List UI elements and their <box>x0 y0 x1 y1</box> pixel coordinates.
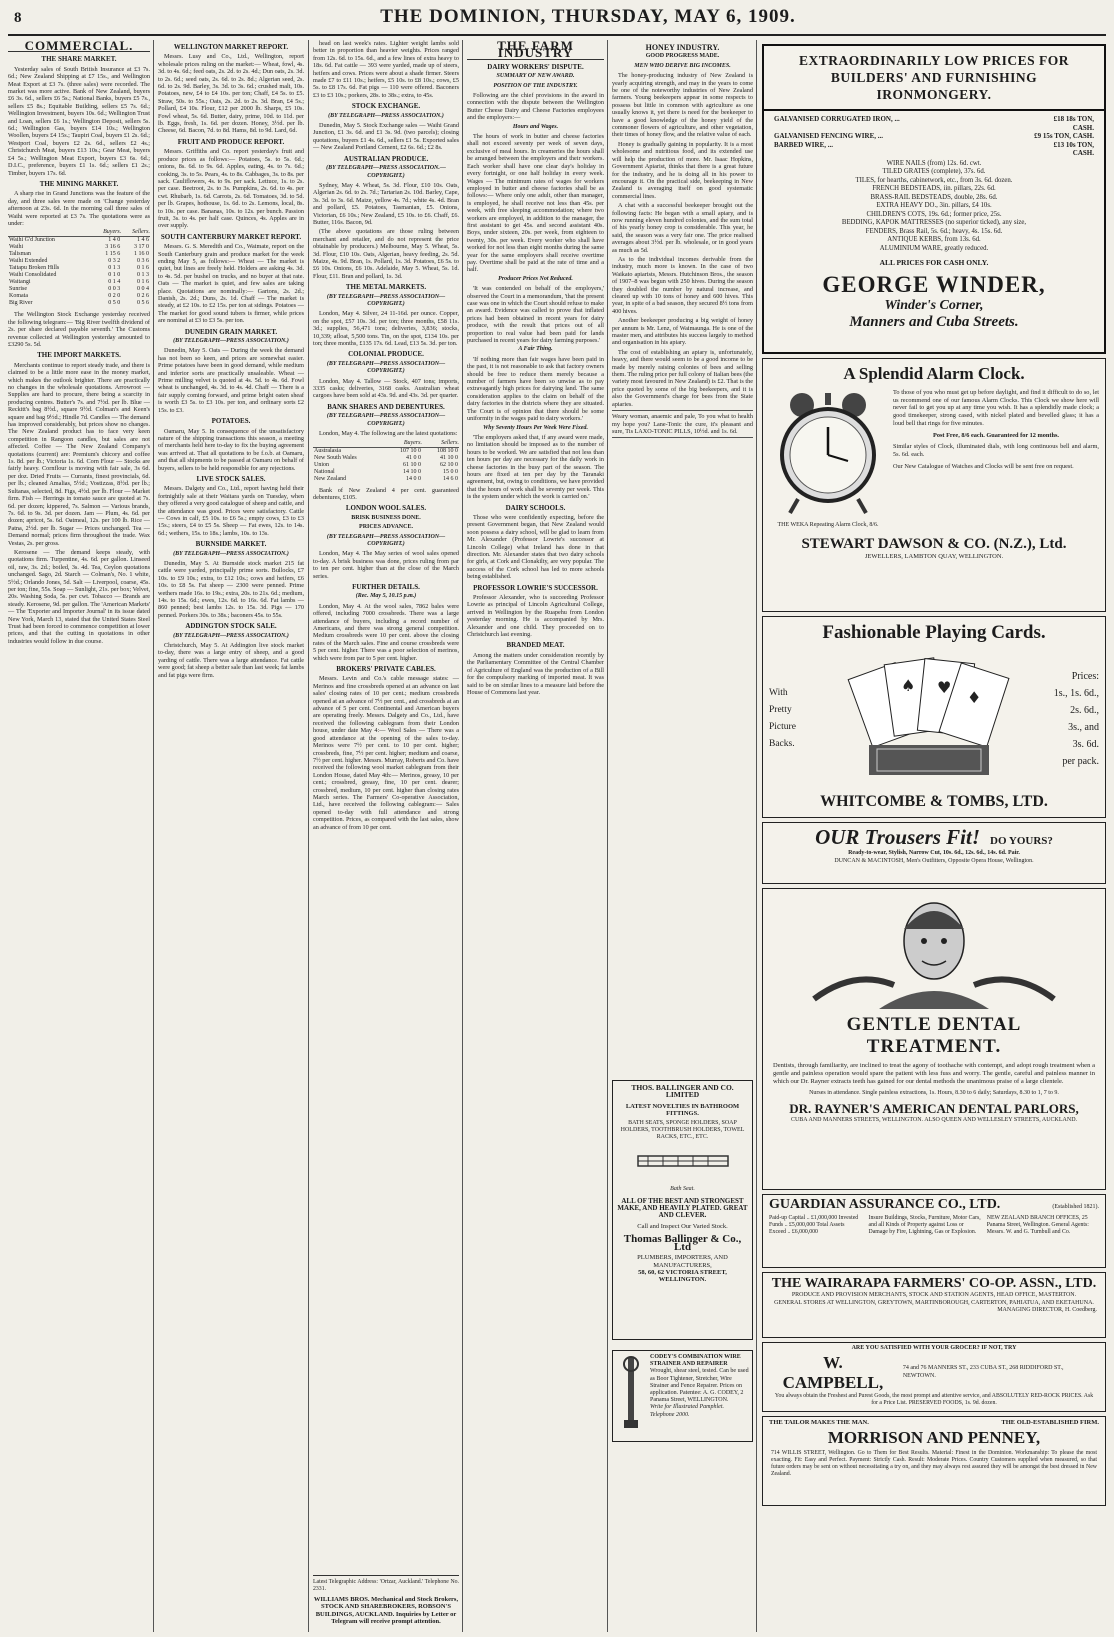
column-rule <box>462 40 463 1632</box>
table-cell: 0 5 0 <box>108 300 121 307</box>
wairarapa-ad <box>762 1272 1106 1338</box>
import-markets-heading: THE IMPORT MARKETS. <box>37 351 121 360</box>
ballinger-trade: PLUMBERS, IMPORTERS, AND MANUFACTURERS, <box>637 1254 728 1269</box>
cody-title: CODEY'S COMBINATION WIRE STRAINER AND REPAIRER <box>650 1354 741 1368</box>
table-cell: 0 5 6 <box>137 300 149 307</box>
table-cell: 0 1 4 <box>108 279 121 286</box>
guardian-capital: Paid-up Capital .. £1,000,000 Invested Funds .. £5,000,000 Total Assets Exceed .. £6,000,000 <box>769 1215 859 1235</box>
metal-heading: THE METAL MARKETS. <box>345 283 427 292</box>
table-cell: Talisman <box>9 251 31 258</box>
table-row <box>8 237 150 245</box>
trousers-ask: DO YOURS? <box>990 835 1053 847</box>
table-row <box>8 279 150 286</box>
intro-text: Following are the chief provisions in the award in connection with the dispute between the Wellington Butter Cheese Dairy and Cheese Factories employees and the employers:— <box>467 92 604 122</box>
australian-text-2: (The above quotations are those ruling between merchant and retailer, and do not represent the price obtainable by producers.) Melbourne, May 5. Wheat, 5s. 3d. Flour, £10 10s. Oats, Algerian, heavy feeding, 2s. 5d. Maize, 4s. 9d. Bran, 1s. Pollard, 1s. 3d. Potatoes, £6 5s. to £6 10s. Onions, £6 10s. Adelaide, May 5. Wheat, 5s. 1d. Flour, £11. Bran and pollard, 1s. 3d. <box>313 228 459 280</box>
producer-heading: Producer Prices Not Reduced. <box>498 275 573 282</box>
svg-text:♥: ♥ <box>937 678 952 697</box>
clock-label: THE WEKA Repeating Alarm Clock, 8/6. <box>777 522 879 528</box>
winder-ad <box>762 44 1106 354</box>
table-cell: 0 2 0 <box>108 293 121 300</box>
table-cell: Australasia <box>314 447 341 454</box>
colonial-heading: COLONIAL PRODUCE. <box>348 350 424 359</box>
share-market-heading: THE SHARE MARKET. <box>41 55 117 64</box>
winder-lines <box>764 160 1104 254</box>
table-cell: New Zealand <box>314 475 347 482</box>
canterbury-heading: SOUTH CANTERBURY MARKET REPORT. <box>160 232 302 241</box>
potatoes-heading: POTATOES. <box>211 417 251 426</box>
table-cell: Waihi G'd Junction <box>9 237 55 244</box>
masthead <box>8 4 1106 36</box>
stock-exchange-heading: STOCK EXCHANGE. <box>351 102 421 111</box>
table-cell: 0 1 6 <box>137 265 149 272</box>
clock-text: To those of you who must get up before daylight, and find it difficult to do so, let us recommend one of our famous Alarm Clocks. This Clock we show here will never fail to get you up at any time you wish. It has a splendidly made clock; a good timekeeper, strong cased, with nickel plated and bevelled glass; it has a loud bell that rings for five minutes. <box>893 389 1099 427</box>
table-cell: Taitapu Broken Hills <box>9 265 60 272</box>
morrison-text: 714 WILLIS STREET, Wellington. Go to Them for Best Results. Material: Finest in the Dominion. Workmanship: To please the most exacting. Fit: Easy and Perfect. Payment: Strictly Cash. Result: Moderate Prices. Country Customers supplied when measured, so that future orders may be sent on without necessitating a try on, and they may always rest assured they will be amongst the best dressed in New Zealand. <box>771 1450 1097 1477</box>
wairarapa-sub: PRODUCE AND PROVISION MERCHANTS, STOCK AND STATION AGENTS, HEAD OFFICE, MASTERTON. <box>791 1292 1077 1298</box>
stock-exchange-text: Dunedin, May 5. Stock Exchange sales — Waihi Grand Junction, £1 3s. 6d. and £1 3s. 9d. (two parcels); closing quotations, buyers £1 4s. 6d., sellers £1 5s. Exported sales — New Zealand Portland Cement, £2 6s. 6d.; £2 8s. <box>313 122 459 152</box>
mining-table-header <box>8 229 92 237</box>
price-item: BARBED WIRE, ... <box>774 140 833 149</box>
trousers-name: DUNCAN & MACINTOSH, Men's Outfitters, Opposite Opera House, Wellington. <box>834 857 1034 864</box>
winder-line: BEDDING, KAPOK MATTRESSES (no superior ticked), any size, <box>841 219 1027 226</box>
price-value: £9 15s TON, CASH. <box>1034 132 1094 140</box>
price-item: GALVANISED FENCING WIRE, ... <box>774 132 883 140</box>
dental-title: GENTLE DENTAL TREATMENT. <box>846 1014 1022 1057</box>
column-rule <box>153 40 154 1632</box>
playing-cards-illustration <box>829 649 1029 789</box>
guardian-ad <box>762 1194 1106 1268</box>
markets-column <box>158 40 304 1632</box>
table-cell: 0 2 6 <box>137 293 149 300</box>
column-rule <box>308 40 309 1632</box>
table-cell: Waihi Extended <box>9 258 48 265</box>
cards-price-line: 2s. 6d., <box>1070 705 1099 716</box>
commercial-title: COMMERCIAL. <box>8 42 150 52</box>
honey-column <box>612 40 753 1632</box>
dental-text: Dentists, through familiarity, are inclined to treat the agony of toothache with contempt, and adopt rough treatment when a gentle and painless operation would spare the patient with less fuss and worry. The gentle, careful and painless manner in which our Dr. Rayner extracts teeth has gained for our dental methods the unanimous praise of a large clientele. <box>773 1062 1095 1085</box>
table-cell: 0 3 6 <box>137 258 149 265</box>
bank-table-header: Buyers. <box>385 440 422 448</box>
dunedin-sub: (BY TELEGRAPH—PRESS ASSOCIATION.) <box>173 338 289 345</box>
ballinger-sub: LATEST NOVELTIES IN BATHROOM FITTINGS. <box>625 1102 740 1118</box>
table-cell: Sunrise <box>9 286 27 293</box>
bank-heading: BANK SHARES AND DEBENTURES. <box>327 402 445 411</box>
mining-table-header: Buyers. <box>92 229 121 237</box>
winder-line: ALUMINIUM WARE, greatly reduced. <box>879 244 989 252</box>
table-row <box>8 293 150 300</box>
seventy-text: 'The employers asked that, if any award were made, no limitation should be imposed as to the number of hours to be worked. We are satisfied that not less than ten hours per day are necessary for the daily work in cheese factories in the busy part of the season. The hours are fixed at ten per day by the Taranaki agreement, but, owing to conditions, we have provided that the hours of work shall be seventy per week. This is the system under which the work is carried on.' <box>467 433 604 501</box>
hours-text: The hours of work in butter and cheese factories shall not exceed seventy per week of seven days, exclusive of meal hours. In creameries the hours shall be arranged between the employers and their workers. Each worker shall have one clear day's holiday in every fortnight, or one half holiday in every week. Wages — The minimum rates of wages for workers employed in butter and cheese factories shall be as follows:— Where only one adult, other than manager, is employed, he shall receive not less than 45s. per week, with free sleeping accommodation; where two workers are employed, in addition to the manager, the first assistant to get 45s. and second assistant 40s. Boys, under sixteen, 20s. per week, from eighteen to twenty, 30s. per week. Every worker who shall have worked for not less than eight months during the same year for the same employers shall receive overtime pay. Overtime shall be paid at the rate of time and a half. <box>467 133 604 274</box>
clock-catalogue: Our New Catalogue of Watches and Clocks will be sent free on request. <box>893 462 1074 470</box>
telegraphic-address: Latest Telegraphic Address: 'Ortzar, Auckland.' Telephone No. 2331. <box>313 1579 459 1593</box>
seventy-heading: Why Seventy Hours Per Week Were Fixed. <box>482 424 589 431</box>
honey-text-1: The honey-producing industry of New Zealand is yearly acquiring strength, and may in the years to come be one of the noteworthy industries of New Zealand farmers. Young beekeepers appear in some respects to possess but little in common with agriculture as one usually knows it, yet there is need for the beekeeper to have a good knowledge of the honey yield of the commoner flowers of agriculture, and other vegetation, their times of honey flow, and the relative value of each. <box>612 72 753 139</box>
burnside-heading: BURNSIDE MARKET. <box>195 540 267 549</box>
wairarapa-title: THE WAIRARAPA FARMERS' CO-OP. ASSN., LTD. <box>771 1276 1097 1291</box>
cards-left-line: Pretty <box>769 705 792 715</box>
table-cell: 0 1 0 <box>108 272 121 279</box>
winder-line: FENDERS, Brass Rail, 5s. 6d.; heavy, 4s. 15s. 6d. <box>865 227 1003 235</box>
laxo-tonic-ad: Weary woman, anaemic and pale, To you what to health my hope you? Lane-Tonic the cure, it's pleasant and sure, Tis LAXO-TONIC PILLS, 10½d. and 1s. 6d. <box>612 410 753 438</box>
morrison-right: THE OLD-ESTABLISHED FIRM. <box>1001 1419 1099 1426</box>
guardian-established: (Established 1821). <box>1052 1204 1099 1210</box>
table-cell: 3 16 6 <box>105 244 121 251</box>
cards-price-line: 3s. 6d. <box>1072 739 1099 750</box>
cody-write: Write for Illustrated Pamphlet. Telephone 2000. <box>650 1404 724 1418</box>
wellington-market-text: Messrs. Lusy and Co., Ltd., Wellington, report wholesale prices ruling on the market:— Wheat, fowl, 4s. 3d. to 4s. 6d.; feed oats, 2s. 2d. to 2s. 4d.; Dun oats, 2s. 3d. to 2s. 6d.; seed oats, 2s. 6d. to 2s. 8d.; Algerian seed, 2s. 6d. to 2s. 9d. Barley, 3s. 3d. to 3s. 6d.; crushed malt, 10s. Potatoes, new, £4 to £4 10s. per ton; Chaff, £4 5s. to £5. Straw, 50s. to 55s.; Oats, 2s. 2d. to 2s. 3d. Bran, £4 5s.; Pollard, £4 10s. Flour, £12 per 2000 lb. Sharps, £5 10s. Fowl wheat, 5s. 6d. Butter, dairy, prime, 10d. to 11d. per lb. Eggs, fresh, 1s. 6d. per dozen. Honey, 3½d. per lb. Cheese, 6d. Bacon, 7d. to 8d. Hams, 8d. to 9d. Lard, 6d. <box>158 53 304 135</box>
trousers-ad <box>762 822 1106 884</box>
table-row <box>8 258 150 265</box>
stock-exchange-sub: (BY TELEGRAPH—PRESS ASSOCIATION.) <box>328 112 444 119</box>
dispute-heading: DAIRY WORKERS' DISPUTE. <box>487 62 584 71</box>
australian-heading: AUSTRALIAN PRODUCE. <box>343 154 429 163</box>
schools-heading: DAIRY SCHOOLS. <box>505 503 566 512</box>
cables-heading: BROKERS' PRIVATE CABLES. <box>336 665 436 674</box>
clock-post: Post Free, 8/6 each. Guaranteed for 12 months. <box>932 431 1060 439</box>
table-cell: 0 0 4 <box>137 286 149 293</box>
table-cell: Big River <box>9 300 33 307</box>
fair-text: 'If nothing more than fair wages have been paid in the past, it is not reasonable to ask that factory owners should be free to reduce them merely because a number of farmers have been so unwise as to pay extravagantly high prices for dairying land. The same consideration applies to the claim on behalf of the dairy factories in the districts where they are situated. The Court is of opinion that there should be some uniformity in the wages paid to dairy workers.' <box>467 355 604 423</box>
colonial-sub: (BY TELEGRAPH—PRESS ASSOCIATION—COPYRIGHT.) <box>326 360 446 375</box>
dunedin-text: Dunedin, May 5. Oats — During the week the demand has not been so keen, and prices are somewhat easier. Prime potatoes have been in good demand, while medium and inferior sorts are practically unsaleable. Wheat — Prime milling velvet is quoted at 4s. 5d. to 4s. 6d. Fowl wheat is unchanged, 4s. 3d. to 4s. 4d. Chaff — There is a fair supply coming forward, and prime bright oaten sheaf is worth £3 5s. to £3 10s. per ton, and ordinary sorts £2 15s. to £3. <box>158 347 304 414</box>
mining-tail-text: The Wellington Stock Exchange yesterday received the following telegram:— 'Big River twelfth dividend of 2s. per share declared payable seventh.' The Customs revenue collected at Wellington yesterday amounted to £3290 5s. 5d. <box>8 311 150 348</box>
addington-sub: (BY TELEGRAPH—PRESS ASSOCIATION.) <box>173 632 289 639</box>
table-cell: 1 4 0 <box>108 237 121 244</box>
producer-text: 'It was contended on behalf of the employers,' observed the Court in a memorandum, 'that the present case was one in which the Court should refuse to make an award. Evidence was called to prove that inflated prices had been obtained in recent years for dairy produce, with the result that prices out of all proportion to real value had been paid for lands purchased in recent years for dairy farming purposes.' <box>467 285 604 345</box>
cards-left-line: Backs. <box>769 739 795 749</box>
cards-price-line: per pack. <box>1062 756 1099 767</box>
playing-cards-ad <box>762 616 1106 818</box>
table-cell: 1 4 6 <box>137 237 149 244</box>
winder-banner: EXTRAORDINARILY LOW PRICES FOR BUILDERS' AND FURNISHING IRONMONGERY. <box>764 46 1104 111</box>
burnside-sub: (BY TELEGRAPH—PRESS ASSOCIATION.) <box>173 550 289 557</box>
table-row <box>8 300 150 307</box>
further-heading: FURTHER DETAILS. <box>352 582 420 591</box>
further-text: London, May 4. At the wool sales, 7862 bales were offered, including 7000 crossbreds. There was a large attendance of buyers, including a record number of Americans, and there was strong general competition. Medium crossbreds were 10 per cent. above the closing rates of the March sales. Fine and course crossbreds were 5 per cent. higher. There was a poor selection of merinos, which were from par to 5 per cent. higher. <box>313 602 459 662</box>
commercial-column <box>8 40 150 1632</box>
price-value: £18 18s TON, CASH. <box>1053 115 1094 132</box>
wellington-market-heading: WELLINGTON MARKET REPORT. <box>173 43 289 51</box>
table-row <box>8 286 150 293</box>
position-heading: POSITION OF THE INDUSTRY. <box>493 82 578 89</box>
dental-address: CUBA AND MANNERS STREETS, WELLINGTON. ALSO QUEEN AND WELLESLEY STREETS, AUCKLAND. <box>790 1116 1078 1123</box>
dunedin-heading: DUNEDIN GRAIN MARKET. <box>184 327 278 336</box>
cards-name: WHITCOMBE & TOMBS, LTD. <box>820 793 1048 810</box>
table-row <box>8 251 150 258</box>
table-cell: 41 0 0 <box>405 454 421 461</box>
cards-price-line: Prices: <box>1071 671 1099 682</box>
table-row <box>8 244 150 251</box>
table-cell: New South Wales <box>314 454 357 461</box>
addington-text: Christchurch, May 5. At Addington live stock market to-day, there was a large entry of sheep, and a good yarding of cattle. There was a large attendance. Fat cattle were good; fat sheep a better sale than last week; fat lambs and fat pigs were firm. <box>158 642 304 679</box>
table-cell: National <box>314 468 335 475</box>
winder-line: ANTIQUE KERBS, from 13s. 6d. <box>887 236 981 243</box>
winder-line: TILES, for hearths, cabinetwork, etc., from 3s. 6d. dozen. <box>855 176 1013 184</box>
column-rule <box>756 40 757 1632</box>
honey-text-6: The cost of establishing an apiary is, unfortunately, heavy, and there would seem to be a good income to be made by merely raising colonies of bees and selling them. The ruling price per full colony of Italian bees (the variety most favoured in New Zealand) is £2. That is the price quoted by some of the big beekeepers, and it is also the Government's charge for bees from the State apiaries. <box>612 348 753 408</box>
bank-sub: (BY TELEGRAPH—PRESS ASSOCIATION—COPYRIGHT.) <box>326 413 446 427</box>
table-cell: 3 17 0 <box>134 244 149 251</box>
table-cell: 14 6 0 <box>443 475 458 482</box>
further-sub: (Rec. May 5, 10.15 p.m.) <box>355 593 417 600</box>
winder-line: FRENCH BEDSTEADS, iin. pillars, 22s. 6d. <box>872 185 996 192</box>
cody-ad <box>612 1350 753 1442</box>
live-stock-text: Messrs. Dalgety and Co., Ltd., report having held their fortnightly sale at their Waitara yards on Tuesday, when they offered a very good catalogue of sheep and cattle, and the attendance was good. Prices were satisfactory. Cattle — Cows in calf, £5 10s. to £6 5s.; empty cows, £3 to £3 15s.; steers, £4 to £5 5s. Sheep — Fat ewes, 12s. to 14s. 6d.; wethers, 15s. to 18s.; lambs, 10s. to 13s. <box>158 485 304 537</box>
campbell-address: 74 and 76 MANNERS ST., 233 CUBA ST., 268 RIDDIFORD ST., NEWTOWN. <box>902 1365 1064 1379</box>
clock-similar: Similar styles of Clock, illuminated dials, with long continuous bell and alarm, 5s. 6d. each. <box>893 443 1099 458</box>
honey-sub: MEN WHO DERIVE BIG INCOMES. <box>634 62 731 69</box>
meat-heading: BRANDED MEAT. <box>506 641 565 650</box>
trousers-text: Ready-to-wear, Stylish, Narrow Cut, 10s. 6d., 12s. 6d., 14s. 6d. Pair. <box>848 850 1020 856</box>
lowrie-text: Professor Alexander, who is succeeding Professor Lowrie as principal of Lincoln Agricultural College, arrived in Wellington by the Ruapehu from London yesterday morning. He is accompanied by Mrs. Alexander and one child. They proceeded on to Christchurch last evening. <box>467 594 604 639</box>
svg-text:♦: ♦ <box>967 688 982 707</box>
table-row <box>313 447 459 455</box>
hours-heading: Hours and Wages. <box>512 123 559 130</box>
ballinger-name: Thomas Ballinger & Co., Ltd <box>623 1233 742 1253</box>
campbell-text: You always obtain the Freshest and Purest Goods, the most prompt and attentive service, and ABSOLUTELY RED-ROCK PRICES. Ask for a Price List. PRESERVED FOODS, 1s. 9d. dozen. <box>774 1392 1094 1406</box>
guardian-title: GUARDIAN ASSURANCE CO., LTD. <box>769 1197 1001 1212</box>
table-cell: 0 3 2 <box>108 258 121 265</box>
addington-heading: ADDINGTON STOCK SALE. <box>185 622 277 631</box>
table-cell: 0 1 3 <box>137 272 149 279</box>
williams-ad-text: WILLIAMS BROS. Mechanical and Stock Brokers, STOCK AND SHAREBROKERS, ROBSON'S BUILDINGS, AUCKLAND. Inquiries by Letter or Telegram will receive prompt attention. <box>313 1595 459 1626</box>
bath-seat-label: Bath Seat. <box>670 1186 695 1193</box>
stewart-name: STEWART DAWSON & CO. (N.Z.), Ltd. <box>801 535 1067 552</box>
table-cell: 14 10 0 <box>402 468 421 475</box>
share-market-text: Yesterday sales of South British Insurance at £3 7s. 6d.; New Zealand Shipping at £7 15s., and Wellington Meat Export at £3 7s. (three sales) were recorded. The market was more active. Bank of New Zealand, buyers £6 3s. 6d., sellers £6 5s.; National Banks, buyers £5 7s., sellers £5 8s.; Equitable Building, sellers £5 7s. 6d.; Wellington Investment, buyers 10s. 6d.; Wellington Trust and Loan, sellers £6 1s.; Wellington Deposit, sellers 5s. 6d.; Wellington Gas, buyers £14 10s.; Wellington Woollen, buyers £4 15s.; Taupiri Coal, buyers £1 2s. 6d.; Westport Coal, buyers £2 2s. 6d., sellers £2 4s.; Christchurch Meat, buyers £13 10s.; Gear Meat, buyers £4 5s.; Wellington Meat Export, buyers £3 6s. 6d.; D.I.C., preference, buyers £1 1s. 6d.; sellers £1 2s.; Timber, buyers 17s. 6d. <box>8 65 150 177</box>
honey-text-4: As to the individual incomes derivable from the industry, much more is known. In the case of two Waikato apiarists, Messrs. Hutchinson Bros., the season of 1907–8 was begun with 250 hives. During the season they doubled the number by natural increase, and cleared up with 10 tons of honey and 600 hives. This year, in spite of a bad season, they secured 8½ tons from 400 hives. <box>612 255 753 315</box>
table-cell: 61 10 0 <box>402 461 421 468</box>
bank-table-header <box>313 440 385 448</box>
fruit-text: Messrs. Griffiths and Co. report yesterday's fruit and produce prices as follows:— Potatoes, 5s. to 5s. 6d.; onions, 8s. 6d. to 9s. 6d. Apples, eating, 4s. to 7s. 6d.; cooking, 3s. to 5s. Pears, 4s. to 8s. Cabbages, 3s. to 8s. per sack. Cauliflowers, 4s. to 9s. per sack. Lettuce, 1s. to 2s. per case. Beetroot, 2s. to 3s. Pumpkins, 2s. 6d. to 4s. per cwt. Rhubarb, 1s. 6d. Carrots, 2s. 6d. Tomatoes, 3d. to 5d. per lb. Grapes, hothouse, 1s. 6d. to 2s. Lemons, local, 8s. to 10s. per case. Bananas, 10s. to 12s. per bunch. Passion fruit, 3s. to 4s. per half case. Quinces, 4s. Apples are in over supply. <box>158 148 304 230</box>
cables-text: Messrs. Levin and Co.'s cable message states: — Merinos and fine crossbreds opened at an advance on last sales' closing rates of 10 per cent.; medium crossbreds opened at an advance of 7½ per cent., and crossbreds at an advance of 5 per cent. Continental and American buyers are operating freely. Messrs. Dalgety and Co., Ltd., have received the following cablegram from their London house, under date May 4:— Wool Sales — There was a good attendance at the opening of the sales to-day. Merinos were 7½ per cent. to 10 per cent. higher; crossbreds, fine, 7½ per cent. higher; medium and coarse, 7½ per cent. higher. Messrs. Murray, Roberts and Co. have received the following wool market cablegram from their London House, dated May 4th:— Merinos, greasy, 10 per cent.; crossbred, greasy, fine, 10 per cent. dearer; crossbred, medium, 10 per cent. higher than closing rates March series. The Farmers' Co-operative Association, Ltd., have received the following cablegram:— Sales opened to-day with full attendance and strong competition. Prices, as compared with the last sales, show an advance of from 10 per cent. <box>313 675 459 831</box>
wool-text: London, May 4. The May series of wool sales opened to-day. A brisk business was done, prices ruling from par to ten per cent. higher than at the close of the March series. <box>313 550 459 580</box>
australian-text: Sydney, May 4. Wheat, 5s. 3d. Flour, £10 10s. Oats, Algerian 2s. 6d. to 2s. 7d.; Tartarian 2s. 10d. Barley, Cape, 3s. 3d. to 3s. 6d. Maize, yellow 4s. 7d.; white 4s. 4d. Bran and pollard, £5. Potatoes, Tasmanian, £5. Onions, Victorian, £6 10s.; New Zealand, £5 10s. to £6. Chaff, £6. Butter, 116s. Bacon, 9d. <box>313 181 459 226</box>
table-cell: Waihi Consolidated <box>9 272 57 279</box>
wire-strainer-icon <box>616 1354 646 1434</box>
cards-price-line: 1s., 1s. 6d., <box>1053 688 1099 699</box>
schools-text: Those who were confidently expecting, before the present Government began, that New Zealand would soon possess a dairy school, will be glad to learn from Mr. Alexander (Professor Lowrie's successor at Lincoln College) what Ireland has done in that direction. Mr. Alexander states that two dairy schools for girls, at Cork and Clonakilty, are very popular. The success of the Cork school has led to more schools being established. <box>467 513 604 581</box>
table-row <box>313 455 459 462</box>
table-cell: 41 10 0 <box>440 454 458 461</box>
cards-left-line: Picture <box>769 722 796 732</box>
lowrie-heading: PROFESSOR LOWRIE'S SUCCESSOR. <box>473 583 598 592</box>
mining-table-header: Sellers. <box>121 229 150 237</box>
winder-name: GEORGE WINDER, <box>822 272 1046 297</box>
ballinger-mid: ALL OF THE BEST AND STRONGEST MAKE, AND HEAVILY PLATED. GREAT AND CLEVER. <box>617 1196 748 1220</box>
table-cell: Waitangi <box>9 279 31 286</box>
table-cell: 0 1 3 <box>108 265 121 272</box>
mining-market-text: A sharp rise in Grand Junctions was the feature of the day, and three sales were made on 'Change yesterday afternoon at 23s. 6d. In the morning call three sales of Waihi were reported at £3 7s. The quotations were as under: <box>8 190 150 227</box>
wairarapa-stores: GENERAL STORES AT WELLINGTON, GREYTOWN, MARTINBOROUGH, CARTERTON, PAHIATUA, AND EKETAHUNA. <box>774 1299 1094 1306</box>
farm-column <box>467 40 604 1632</box>
williams-ad <box>313 1575 459 1627</box>
winder-line: BRASS-RAIL BEDSTEADS, double, 28s. 6d. <box>870 193 998 201</box>
australian-sub: (BY TELEGRAPH—PRESS ASSOCIATION.—COPYRIGHT.) <box>326 165 446 179</box>
table-cell: 1 15 6 <box>105 251 121 258</box>
potatoes-text: Oamaru, May 5. In consequence of the unsatisfactory nature of the shipping transactions this season, a meeting of merchants held here to-day to fix the buying agreement was arrived at. That all quotations to be f.o.b. at Oamaru, and that all shipments to be passed at Oamaru on behalf of buyers, sellers to be held responsible for any rejections. <box>158 427 304 472</box>
page-number: 8 <box>14 10 22 26</box>
fruit-heading: FRUIT AND PRODUCE REPORT. <box>177 137 285 146</box>
stewart-address: JEWELLERS, LAMBTON QUAY, WELLINGTON. <box>864 552 1004 560</box>
campbell-name: W. CAMPBELL, <box>782 1352 884 1392</box>
wairarapa-director: MANAGING DIRECTOR, H. Coedberg. <box>997 1307 1097 1313</box>
table-cell: 15 0 0 <box>443 468 458 475</box>
honey-text-2: Honey is gradually gaining in popularity. It is a most wholesome and nutritious food, and its extended use will help the production of more. Mr. Isaac Hopkins, Government Apiarist, thinks that there is a great future for the industry, and he is doing all in his power to encourage it. On the practical side, beekeeping in New Zealand is averaging itself on good systematic commercial lines. <box>612 140 753 200</box>
morrison-name: MORRISON AND PENNEY, <box>827 1428 1041 1447</box>
import-markets-text: Merchants continue to report steady trade, and there is claimed to be a little more ease in the money market, which makes the outlook brighter. There are practically no changes in the wholesale quotations. Arrowroot — Supplies are hard to procure, there being a scarcity in producing centres. Butter's 7s. and 7½d. per lb. Blue — Reckitt's bag 8½d., square 9½d. Colman's and Keen's square and bag 9½d.; Hindle 7d. Candles — The demand has improved considerably, but prices show no changes. The New Zealand product has to face very keen competition in Rangoon candles, but sales are not affected. Coffee — The New Zealand Company's quotations (current) are: Premium's chicory and coffee 1s. 8d. per lb.; Victoria 1s. 6d. Corn Flour — Stocks are fairly heavy. Cornflour is moving with fair sale, 3s 6d. per doz. Dried Fruits — Currants, finest provincials, 6d. per lb.; cleaned Amalias, 5½d.; Vostizzas, 8½d. per lb.; Sultanas, selected, 8d. Figs, 4½d. per lb. Flour — Market firm. Fish — Herrings in tomato sauce are quoted at 7s. 6d. per dozen; kippered, 7s. Salmon — Various brands, 7s. 6d. to 9s. 3d. per dozen. Jam — Plum, 4s. 6d. per dozen; apricot, 5s. 6d. Oatmeal, 12s. per 100 lb. Rice — Patna, 2½d. per lb. Sugar — Prices unchanged. Tea — Demand normal; prices firm throughout the trade. Wax Vestas, 2s. per gross. <box>8 361 150 547</box>
honey-text-5: Another beekeeper producing a big weight of honey per annum is Mr. Lenz, of Waimaunga. He is one of the master men, and attributes his success largely to method and organisation in his apiary. <box>612 317 753 347</box>
meat-text: Among the matters under consideration recently by the Parliamentary Committee of the Central Chamber of Agriculture of England was the production of a Bill for the compulsory marking of imported meat. It was said to be on similar lines to a measure laid before the House of Commons last year. <box>467 651 604 696</box>
bank-tail: Bank of New Zealand 4 per cent. guaranteed debentures, £105. <box>313 486 459 501</box>
cards-price-line: 3s., and <box>1068 722 1099 733</box>
honey-progress: GOOD PROGRESS MADE. <box>645 53 720 60</box>
winder-line: EXTRA HEAVY DO., 3in. pillars, £4 10s. <box>876 202 992 209</box>
table-cell: Komata <box>9 293 28 300</box>
alarm-clock-icon <box>772 389 884 517</box>
metal-sub: (BY TELEGRAPH—PRESS ASSOCIATION—COPYRIGHT.) <box>326 293 446 307</box>
import-markets-text-2: Kerosene — The demand keeps steady, with quotations firm. Turpentine, 4s. 6d. per gallon. Linseed oil, raw, 3s. 2d.; boiled, 3s. 4d. Tea, Ceylon quotations unchanged. Sago, 2d. Starch — Colman's, No. 1 white, 5½d.; Orlando Jones, 5d. Salt — Liverpool, coarse, 45s. per ton; fine, 55s. Soap — Sunlight, 21s. per box; Velvet, 20s. Washing Soda, 5s. per cwt. Tobacco — Brands are steady. Kerosene, 9d. per gallon. The 'American Markets' — The 'Exporter and Importer Journal' in its issue dated New York, March 13, stated that the United States Steel Trust had been forced to commence competition at lower prices, and that the cutting in quotations in other industries would follow in due course. <box>8 548 150 645</box>
cody-text: Wrought, shear steel, tested. Can be used as Boor Tightener, Stretcher, Wire Strainer and Fence Repairer. Prices on application. Patentee: A. G. CODEY, 2 Panama Street, WELLINGTON. <box>650 1368 749 1404</box>
table-cell: Waihi <box>9 244 24 251</box>
mining-table <box>8 229 150 307</box>
clock-title: A Splendid Alarm Clock. <box>843 364 1025 383</box>
live-stock-heading: LIVE STOCK SALES. <box>196 474 266 483</box>
ballinger-ad <box>612 1080 753 1340</box>
dental-ad <box>762 888 1106 1190</box>
stock-column <box>313 40 459 1632</box>
morrison-ad <box>762 1416 1106 1506</box>
ballinger-address: 58, 60, 62 VICTORIA STREET, WELLINGTON. <box>638 1268 727 1284</box>
wool-sub3: PRICES ADVANCE. <box>359 524 413 531</box>
table-cell: 107 10 0 <box>399 447 421 454</box>
table-cell: 108 10 0 <box>437 447 458 454</box>
price-value: £13 10s TON, CASH. <box>1053 140 1094 157</box>
winder-line: CHILDREN'S COTS, 19s. 6d.; former price, 25s. <box>866 210 1002 218</box>
farm-title: THE FARM INDUSTRY <box>467 42 604 60</box>
dental-hours: Nurses in attendance. Single painless extractions, 1s. Hours, 8.30 to 6 daily; Saturdays, 8.30 to 1, 7 to 9. <box>809 1090 1059 1096</box>
ballinger-title: THOS. BALLINGER AND CO. LIMITED <box>631 1083 734 1100</box>
winder-cash: ALL PRICES FOR CASH ONLY. <box>879 258 989 267</box>
wool-sub: (BY TELEGRAPH—PRESS ASSOCIATION—COPYRIGHT.) <box>326 533 446 547</box>
honey-title: HONEY INDUSTRY. <box>645 43 720 52</box>
mining-market-heading: THE MINING MARKET. <box>39 179 119 188</box>
cards-title: Fashionable Playing Cards. <box>822 622 1046 643</box>
canterbury-text: Messrs. G. S. Meredith and Co., Waimate, report on the South Canterbury grain and produce market for the week ending May 5, as follows:— Wheat — The market is quiet, but lines are freely held. Holders are asking 4s. 3d. to 4s. 5d. per bushel on trucks, and no buyer at that rate. Oats — The market is quiet, and few sales are taking place. Quotations are nominally:— Gartons, 2s. 2d.; Danish, 2s. 2d.; Duns, 2s. 1d. Chaff — The market is steady, at £2 10s. to £2 15s. per ton at sidings. Potatoes — The market for good sound tubers is firmer, while prices are nominal at £3 to £3 5s. per ton. <box>158 243 304 325</box>
clock-ad <box>762 358 1106 612</box>
gentleman-portrait-illustration <box>784 889 1084 1009</box>
winder-price-list <box>764 115 1104 158</box>
bath-seat-illustration <box>618 1142 748 1184</box>
honey-text-3: A chat with a successful beekeeper brought out the following facts: He began with a small apiary, and is now running eleven hundred colonies, and the sum total of his yearly honey crop is considerable. This year, he said, the season was a very fair one. The price realised averages about 3½d. per lb. wholesale, or in good years as much as 5d. <box>612 202 753 254</box>
campbell-ad <box>762 1342 1106 1412</box>
wool-heading: LONDON WOOL SALES. <box>345 504 427 513</box>
table-cell: Union <box>314 461 329 468</box>
table-cell: 62 10 0 <box>440 461 458 468</box>
svg-text:♠: ♠ <box>901 676 916 695</box>
table-row <box>313 469 459 476</box>
bank-table-header: Sellers. <box>422 440 459 448</box>
column-rule <box>607 40 608 1632</box>
fair-heading: A Fair Thing. <box>518 346 553 353</box>
cards-left-line: With <box>769 688 788 698</box>
award-heading: SUMMARY OF NEW AWARD. <box>496 73 575 80</box>
ballinger-list: BATH SEATS, SPONGE HOLDERS, SOAP HOLDERS, TOOTHBRUSH HOLDERS, TOWEL RACKS, ETC., ETC. <box>620 1119 745 1141</box>
price-item: GALVANISED CORRUGATED IRON, ... <box>774 115 900 123</box>
burnside-text: Dunedin, May 5. At Burnside stock market 215 fat cattle were yarded, principally prime sorts. Bullocks, £7 10s. to £9 10s.; extra, to £12 10s.; cows and heifers, £6 10s. to £8 5s. Fat sheep — 2300 were penned. Prime wethers made 16s. to 19s.; extra, 20s. to 21s. 6d.; medium, 14s. to 15s. 6d.; ewes, 12s. 6d. to 16s. 6d. Fat lambs — 860 penned; best lambs 12s. to 15s. 3d. Pigs — 170 penned. Porkers 30s. to 38s.; baconers 45s. to 55s. <box>158 560 304 619</box>
table-cell: 14 0 0 <box>405 475 421 482</box>
morrison-left: THE TAILOR MAKES THE MAN. <box>769 1419 869 1426</box>
guardian-insure: Insure Buildings, Stocks, Furniture, Motor Cars, and all Kinds of Property against Loss or Damage by Fire, Lightning, Gas or Explosion. <box>868 1215 981 1235</box>
dental-name: DR. RAYNER'S AMERICAN DENTAL PARLORS, <box>789 1100 1079 1116</box>
wool-sub2: BRISK BUSINESS DONE. <box>351 514 421 521</box>
table-row <box>313 462 459 469</box>
winder-street: Manners and Cuba Streets. <box>849 314 1019 330</box>
table-row <box>8 272 150 279</box>
metal-text: London, May 4. Silver, 24 11-16d. per ounce. Copper, on the spot, £57 10s. 3d. per ton; three months, £58 11s. 3d.; supplies, 56,471 tons; deliveries, 3,836; stocks, 10,339; afloat, 5,500 tons. Tin, on the spot, £134 10s. per ton; three months, £135 17s. 6d. Lead, £13 5s. 3d. per ton. <box>313 310 459 348</box>
table-row <box>8 265 150 272</box>
newspaper-title: THE DOMINION, THURSDAY, MAY 6, 1909. <box>380 6 796 27</box>
table-row <box>313 476 459 483</box>
winder-corner: Winder's Corner, <box>884 298 984 313</box>
ballinger-call: Call and Inspect Our Varied Stock. <box>637 1222 728 1230</box>
bank-table <box>313 440 459 483</box>
table-cell: 0 1 6 <box>137 279 149 286</box>
campbell-question: ARE YOU SATISFIED WITH YOUR GROCER? IF NOT, TRY <box>851 1345 1017 1351</box>
colonial-text: London, May 4. Tallow — Stock, 407 tons; imports, 3335 casks; deliveries, 3168 casks. Australian wheat cargoes have been sold at 43s. 9d. and 43s. 3d. per quarter. <box>313 377 459 400</box>
table-cell: 1 16 0 <box>134 251 149 258</box>
cattle-text: head on last week's rates. Lighter weight lambs sold better in proportion than heavier weights. Prices ranged from 12s. 6d. to 15s. 6d., and a few lines of extra heavy to 18s. 6d. Fat cattle — 393 were yarded, made up of steers, heifers and cows. Prices were about a shade firmer. Steers made £7 to £11 10s.; heifers, £5 10s. to £8 10s.; cows, £5 5s. to £8 17s. 6d. Fat pigs — 110 were offered. Baconers £3 to £3 10s.; porkers, 28s. to 38s.; extra, to 45s. <box>313 40 459 99</box>
trousers-title: OUR Trousers Fit! <box>815 825 981 849</box>
bank-text: London, May 4. The following are the latest quotations: <box>319 430 458 438</box>
winder-line: TILED GRATES (complete), 37s. 6d. <box>882 168 986 175</box>
table-cell: 0 0 3 <box>108 286 121 293</box>
guardian-offices: NEW ZEALAND BRANCH OFFICES, 25 Panama Street, Wellington. General Agents: Messrs. W. and G. Turnbull and Co. <box>986 1215 1089 1235</box>
winder-line: WIRE NAILS (from) 12s. 6d. cwt. <box>886 159 982 167</box>
